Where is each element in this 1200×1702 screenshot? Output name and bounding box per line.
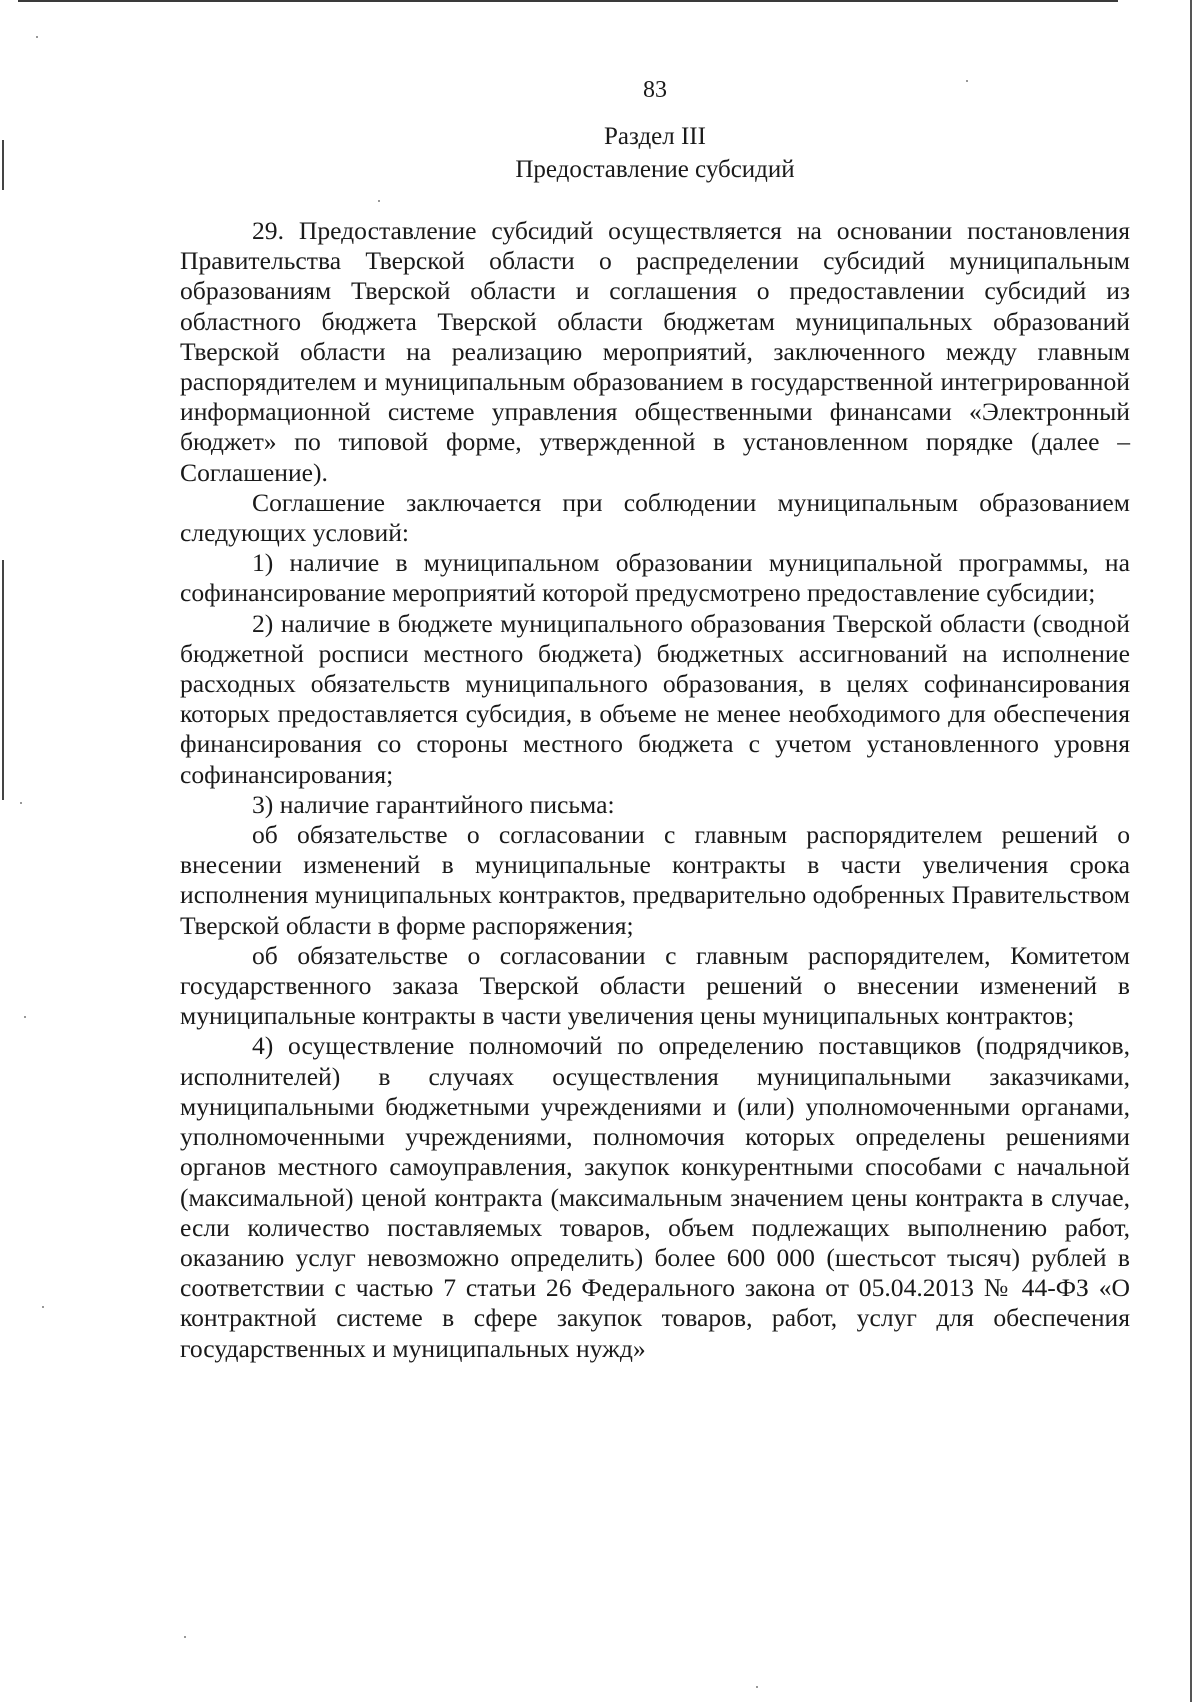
paragraph-condition-3: 3) наличие гарантийного письма: xyxy=(252,789,615,819)
scan-speck xyxy=(20,802,22,804)
paragraph-guarantee-price: об обязательстве о согласовании с главным распорядителем, Комитетом государственного заказа Тверской области решений о внесении изменений в муниципальные контракты в части увеличения цены муниципальных контрактов; xyxy=(180,940,1130,1031)
paragraph-agreement-conditions: Соглашение заключается при соблюдении муниципальным образованием следующих условий: xyxy=(180,487,1130,548)
page-number: 83 xyxy=(643,77,667,103)
paragraph-guarantee-term: об обязательстве о согласовании с главным распорядителем решений о внесении изменений в муниципальные контракты в части увеличения срока исполнения муниципальных контрактов, предварительно одобренных Правительством Тверской области в форме распоряжения; xyxy=(180,820,1130,940)
scan-speck xyxy=(184,1636,186,1638)
scan-speck xyxy=(42,1306,44,1308)
paragraph-condition-2: 2) наличие в бюджете муниципального образования Тверской области (сводной бюджетной росписи местного бюджета) бюджетных ассигнований на исполнение расходных обязательств муниципального образования, в целях софинансирования которых предоставляется субсидия, в объеме не менее необходимого для обеспечения финансирования со стороны местного бюджета с учетом установленного уровня софинансирования; xyxy=(180,608,1130,789)
scan-speck xyxy=(36,36,38,38)
section-subtitle: Предоставление субсидий xyxy=(515,156,795,183)
paragraph-condition-4: 4) осуществление полномочий по определению поставщиков (подрядчиков, исполнителей) в случаях осуществления муниципальными заказчиками, муниципальными бюджетными учреждениями и (или) уполномоченными органами, уполномоченными учреждениями, полномочия которых определены решениями органов местного самоуправления, закупок конкурентными способами с начальной (максимальной) ценой контракта (максимальным значением цены контракта в случае, если количество поставляемых товаров, объем подлежащих выполнению работ, оказанию услуг невозможно определить) более 600 000 (шестьсот тысяч) рублей в соответствии с частью 7 статьи 26 Федерального закона от 05.04.2013 № 44-ФЗ «О контрактной системе в сфере закупок товаров, работ, услуг для обеспечения государственных и муниципальных нужд» xyxy=(180,1031,1130,1363)
section-title: Раздел III xyxy=(604,123,706,150)
scan-mark-left-middle xyxy=(2,560,4,800)
scan-edge-top xyxy=(18,0,1118,2)
scan-speck xyxy=(24,1016,26,1018)
paragraph-29-intro: 29. Предоставление субсидий осуществляется на основании постановления Правительства Тверской области о распределении субсидий муниципальным образованиям Тверской области и соглашения о предоставлении субсидий из областного бюджета Тверской области бюджетам муниципальных образований Тверской области на реализацию мероприятий, заключенного между главным распорядителем и муниципальным образованием в государственной интегрированной информационной системе управления общественными финансами «Электронный бюджет» по типовой форме, утвержденной в установленном порядке (далее – Соглашение). xyxy=(180,216,1130,487)
scan-speck xyxy=(756,1686,758,1688)
scan-edge-right xyxy=(1190,0,1192,1702)
body-text xyxy=(180,216,1130,1364)
scan-speck xyxy=(378,200,380,202)
paragraph-condition-1: 1) наличие в муниципальном образовании муниципальной программы, на софинансирование мероприятий которой предусмотрено предоставление субсидии; xyxy=(180,548,1130,608)
